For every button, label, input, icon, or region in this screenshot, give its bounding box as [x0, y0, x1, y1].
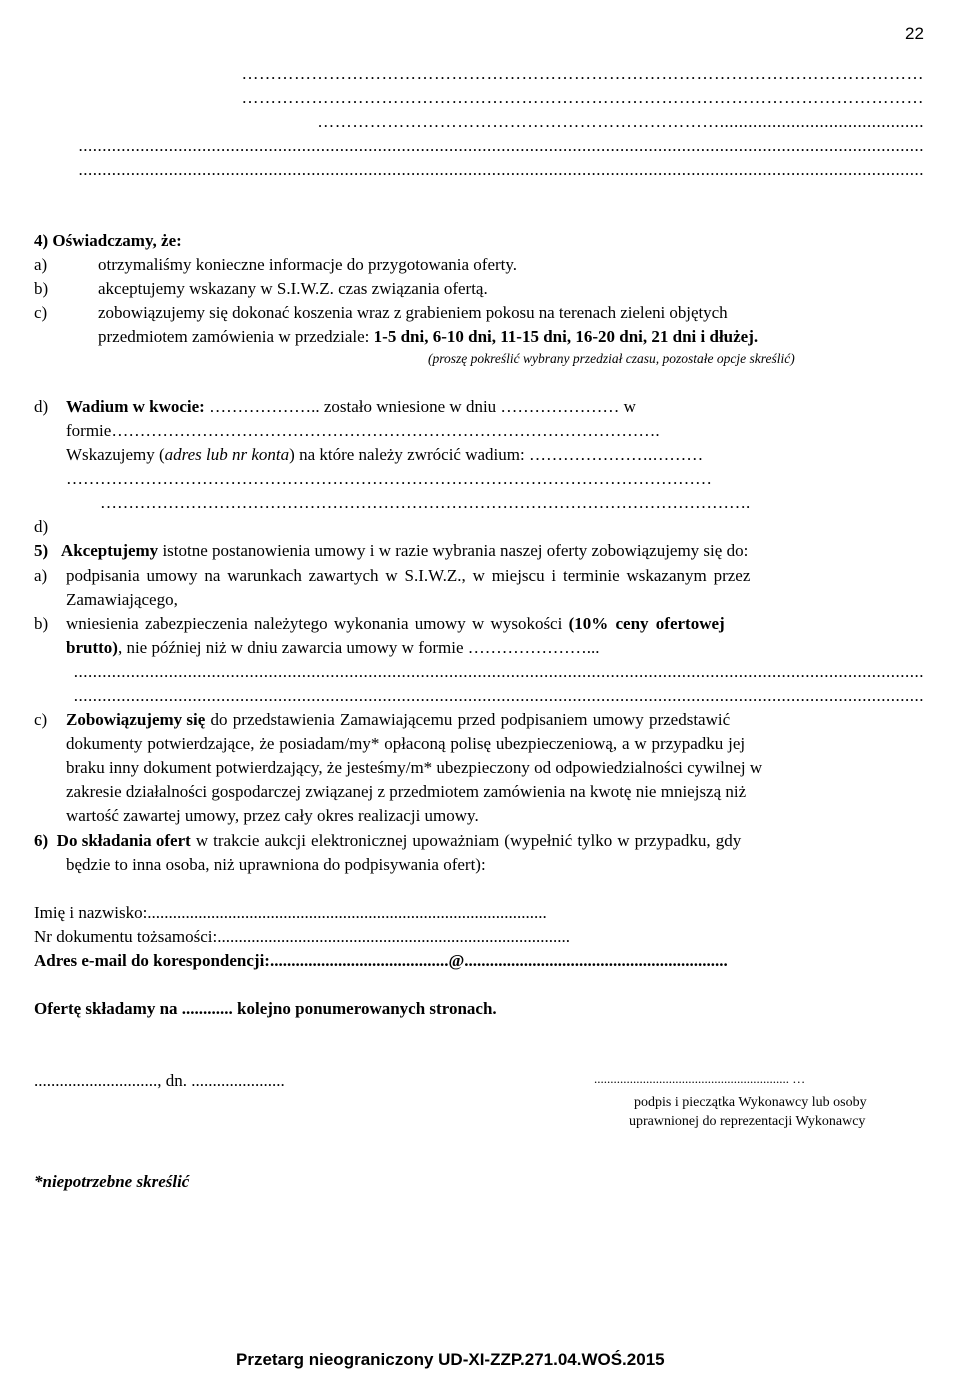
guarantee-percent: (10% ceny ofertowej	[568, 614, 725, 633]
email-field[interactable]: Adres e-mail do korespondencji:..........................................@..............................................................	[34, 951, 728, 970]
item-label: d)	[34, 397, 49, 416]
section-5-number: 5)	[34, 541, 49, 560]
interval-options: 1-5 dni, 6-10 dni, 11-15 dni, 16-20 dni, 21 dni i dłużej.	[373, 327, 759, 346]
section-5-c-line1	[66, 710, 730, 730]
item-label: b)	[34, 279, 49, 298]
item-label: c)	[34, 710, 48, 729]
section-5-c-line1-text: do przedstawienia Zamawiającemu przed podpisaniem umowy przedstawić	[205, 710, 731, 729]
wadium-line2: formie…………………………………………………………………………………….	[66, 421, 660, 440]
section-5-a-line1: podpisania umowy na warunkach zawartych w S.I.W.Z., w miejscu i terminie wskazanym przez	[66, 566, 751, 585]
wadium-line3-italic: adres lub nr konta	[164, 445, 290, 464]
section-5-c-bold: Zobowiązujemy się	[66, 710, 206, 729]
signature-caption-2: uprawnionej do reprezentacji Wykonawcy	[629, 1114, 866, 1129]
section-6-line1	[34, 831, 741, 851]
section-6-line2: będzie to inna osoba, niż uprawniona do podpisywania ofert):	[66, 855, 486, 874]
dotted-line: ………………………………………………………………………………………………………	[241, 64, 924, 83]
place-date-field[interactable]: ............................., dn. ......................	[34, 1071, 285, 1090]
section-5-b-line1	[66, 614, 725, 634]
section-4-c-line2	[98, 327, 758, 347]
wadium-line3-pre: Wskazujemy (	[66, 445, 165, 464]
section-5-a-line2: Zamawiającego,	[66, 590, 178, 609]
section-6-bold: Do składania ofert	[56, 831, 191, 850]
wadium-line1-text: ……………….. zostało wniesione w dniu ………………… w	[204, 397, 636, 416]
dotted-line: ...................................................................................................................................................................................	[73, 662, 924, 681]
section-4-c-line1: zobowiązujemy się dokonać koszenia wraz z grabieniem pokosu na terenach zieleni objętych	[98, 303, 728, 322]
section-5-c-line5: wartość zawartej umowy, przez cały okres realizacji umowy.	[66, 806, 479, 825]
dotted-line: ……………………………………………………………...........................................	[317, 112, 924, 131]
section-4-a-text: otrzymaliśmy konieczne informacje do przygotowania oferty.	[98, 255, 518, 274]
name-field[interactable]: Imię i nazwisko:..............................................................................................	[34, 903, 547, 922]
item-label: c)	[34, 303, 48, 322]
dotted-line: ..................................................................................................................................................................................	[78, 160, 924, 179]
item-label: d)	[34, 517, 49, 536]
item-label: b)	[34, 614, 49, 633]
dotted-line: ...................................................................................................................................................................................	[73, 686, 924, 705]
wadium-line3-post: ) na które należy zwrócić wadium: ………………….………	[289, 445, 704, 464]
dotted-line: ………………………………………………………………………………………………………	[241, 88, 924, 107]
section-5-c-line2: dokumenty potwierdzające, że posiadam/my* opłaconą polisę ubezpieczeniową, a w przypadku jej	[66, 734, 746, 753]
signature-caption-1: podpis i pieczątka Wykonawcy lub osoby	[634, 1095, 867, 1110]
wadium-label: Wadium w kwocie:	[66, 397, 205, 416]
section-4-heading: 4) Oświadczamy, że:	[34, 231, 182, 250]
section-5-b-line1-text: wniesienia zabezpieczenia należytego wykonania umowy w wysokości	[66, 614, 569, 633]
wadium-line1	[66, 397, 636, 417]
section-5-heading-text: istotne postanowienia umowy i w razie wybrania naszej oferty zobowiązujemy się do:	[158, 541, 749, 560]
section-5-b-line2	[66, 638, 600, 658]
section-6-line1-text: w trakcie aukcji elektronicznej upoważniam (wypełnić tylko w przypadku, gdy	[190, 831, 742, 850]
item-label: a)	[34, 566, 48, 585]
wadium-line4: ……………………………………………………………………………………………………	[66, 469, 712, 488]
id-document-field[interactable]: Nr dokumentu tożsamości:...................................................................................	[34, 927, 570, 946]
section-5-heading	[34, 541, 748, 561]
signature-field[interactable]: ............................................................ …	[594, 1071, 806, 1086]
section-5-c-line3: braku inny dokument potwierdzający, że jesteśmy/m* ubezpieczony od odpowiedzialności cywilnej w	[66, 758, 763, 777]
wadium-line5: …………………………………………………………………………………………………….	[100, 493, 751, 512]
offer-pages-line: Ofertę składamy na ............ kolejno ponumerowanych stronach.	[34, 999, 497, 1018]
item-label: a)	[34, 255, 48, 274]
wadium-line3	[66, 445, 703, 465]
section-5-c-line4: zakresie działalności gospodarczej związanej z przedmiotem zamówienia na kwotę nie mniejszą niż	[66, 782, 747, 801]
section-4-c-line2-text: przedmiotem zamówienia w przedziale:	[98, 327, 374, 346]
section-6-number: 6)	[34, 831, 49, 850]
section-4-c-note: (proszę pokreślić wybrany przedział czasu, pozostałe opcje skreślić)	[428, 351, 795, 366]
section-4-b-text: akceptujemy wskazany w S.I.W.Z. czas związania ofertą.	[98, 279, 488, 298]
footnote: *niepotrzebne skreślić	[34, 1172, 190, 1191]
footer: Przetarg nieograniczony UD-XI-ZZP.271.04.WOŚ.2015	[236, 1350, 665, 1369]
guarantee-brutto: brutto)	[66, 638, 118, 657]
dotted-line: ..................................................................................................................................................................................	[78, 136, 924, 155]
page-number: 22	[905, 24, 924, 43]
section-5-b-line2-text: , nie później niż w dniu zawarcia umowy w formie …………………...	[117, 638, 600, 657]
section-5-bold: Akceptujemy	[60, 541, 159, 560]
